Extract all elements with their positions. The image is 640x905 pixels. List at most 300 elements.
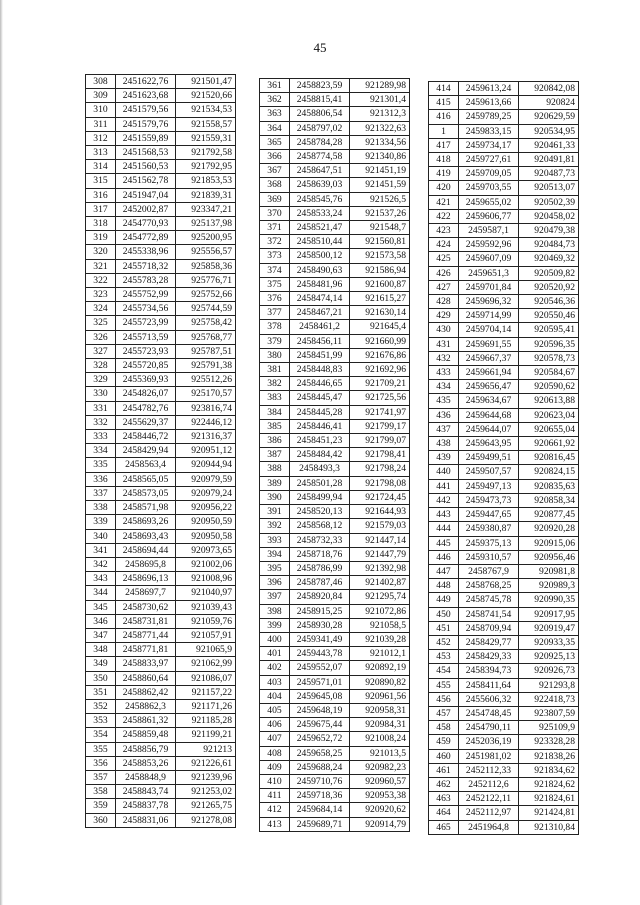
point-number-cell: 399 (260, 618, 290, 632)
point-number-cell: 323 (86, 288, 116, 302)
y-coordinate-cell: 925137,98 (176, 217, 236, 231)
point-number-cell: 464 (429, 806, 459, 820)
x-coordinate-cell: 2459607,09 (459, 252, 519, 266)
y-coordinate-cell: 920595,41 (519, 323, 579, 337)
table-row (429, 138, 579, 152)
point-number-cell: 373 (260, 249, 290, 263)
point-number-cell: 359 (86, 799, 116, 813)
x-coordinate-cell: 2458930,28 (290, 618, 350, 632)
y-coordinate-cell: 921792,58 (176, 146, 236, 160)
x-coordinate-cell: 2458448,83 (290, 363, 350, 377)
point-number-cell: 329 (86, 373, 116, 387)
table-row (429, 422, 579, 436)
y-coordinate-cell: 925858,36 (176, 259, 236, 273)
y-coordinate-cell: 920920,28 (519, 522, 579, 536)
table-row (429, 721, 579, 735)
point-number-cell: 434 (429, 380, 459, 394)
point-number-cell: 440 (429, 465, 459, 479)
x-coordinate-cell: 2458568,12 (290, 519, 350, 533)
table-row (260, 292, 410, 306)
table-row (86, 188, 236, 202)
table-row (429, 792, 579, 806)
table-row (429, 621, 579, 635)
point-number-cell: 364 (260, 121, 290, 135)
y-coordinate-cell: 923347,21 (176, 202, 236, 216)
y-coordinate-cell: 920920,62 (350, 803, 410, 817)
table-row (86, 273, 236, 287)
y-coordinate-cell: 921853,53 (176, 174, 236, 188)
point-number-cell: 339 (86, 515, 116, 529)
y-coordinate-cell: 920824,15 (519, 465, 579, 479)
table-row (86, 160, 236, 174)
x-coordinate-cell: 2455369,93 (116, 373, 176, 387)
table-row (260, 221, 410, 235)
x-coordinate-cell: 2458474,14 (290, 292, 350, 306)
point-number-cell: 350 (86, 671, 116, 685)
y-coordinate-cell: 920989,3 (519, 579, 579, 593)
y-coordinate-cell: 921157,22 (176, 685, 236, 699)
x-coordinate-cell: 2451560,53 (116, 160, 176, 174)
table-row (86, 685, 236, 699)
y-coordinate-cell: 920917,95 (519, 607, 579, 621)
x-coordinate-cell: 2458571,98 (116, 501, 176, 515)
point-number-cell: 430 (429, 323, 459, 337)
x-coordinate-cell: 2459709,05 (459, 167, 519, 181)
y-coordinate-cell: 920484,73 (519, 238, 579, 252)
table-row (86, 529, 236, 543)
x-coordinate-cell: 2459696,32 (459, 295, 519, 309)
x-coordinate-cell: 2459380,87 (459, 522, 519, 536)
x-coordinate-cell: 2458856,79 (116, 742, 176, 756)
y-coordinate-cell: 921293,8 (519, 678, 579, 692)
table-row (86, 430, 236, 444)
x-coordinate-cell: 2455718,32 (116, 259, 176, 273)
point-number-cell: 332 (86, 415, 116, 429)
point-number-cell: 388 (260, 462, 290, 476)
point-number-cell: 372 (260, 235, 290, 249)
x-coordinate-cell: 2455606,32 (459, 692, 519, 706)
x-coordinate-cell: 2459613,66 (459, 96, 519, 110)
point-number-cell: 331 (86, 401, 116, 415)
table-row (86, 344, 236, 358)
x-coordinate-cell: 2458853,26 (116, 756, 176, 770)
x-coordinate-cell: 2458771,81 (116, 643, 176, 657)
table-row (260, 363, 410, 377)
x-coordinate-cell: 2458693,26 (116, 515, 176, 529)
y-coordinate-cell: 921709,21 (350, 377, 410, 391)
x-coordinate-cell: 2452036,19 (459, 735, 519, 749)
table-row (429, 493, 579, 507)
table-row (86, 813, 236, 827)
y-coordinate-cell: 920520,92 (519, 280, 579, 294)
y-coordinate-cell: 921600,87 (350, 277, 410, 291)
table-row (86, 728, 236, 742)
point-number-cell: 349 (86, 657, 116, 671)
point-number-cell: 389 (260, 476, 290, 490)
y-coordinate-cell: 920534,95 (519, 124, 579, 138)
y-coordinate-cell: 921002,06 (176, 557, 236, 571)
x-coordinate-cell: 2451947,04 (116, 188, 176, 202)
y-coordinate-cell: 921040,97 (176, 586, 236, 600)
x-coordinate-cell: 2459675,44 (290, 718, 350, 732)
y-coordinate-cell: 921065,9 (176, 643, 236, 657)
table-row (260, 263, 410, 277)
table-row (429, 465, 579, 479)
point-number-cell: 408 (260, 746, 290, 760)
table-row (86, 75, 236, 89)
point-number-cell: 341 (86, 543, 116, 557)
table-row (429, 366, 579, 380)
point-number-cell: 366 (260, 150, 290, 164)
y-coordinate-cell: 921644,93 (350, 505, 410, 519)
point-number-cell: 454 (429, 664, 459, 678)
x-coordinate-cell: 2458461,2 (290, 320, 350, 334)
x-coordinate-cell: 2458451,99 (290, 348, 350, 362)
point-number-cell: 386 (260, 434, 290, 448)
point-number-cell: 455 (429, 678, 459, 692)
y-coordinate-cell: 921824,61 (519, 792, 579, 806)
table-row (429, 749, 579, 763)
table-row (429, 195, 579, 209)
y-coordinate-cell: 920613,88 (519, 394, 579, 408)
table-row (260, 675, 410, 689)
y-coordinate-cell: 921798,24 (350, 462, 410, 476)
point-number-cell: 456 (429, 692, 459, 706)
table-row (86, 557, 236, 571)
x-coordinate-cell: 2458741,54 (459, 607, 519, 621)
y-coordinate-cell: 921834,62 (519, 763, 579, 777)
x-coordinate-cell: 2459703,55 (459, 181, 519, 195)
table-row (429, 564, 579, 578)
point-number-cell: 433 (429, 366, 459, 380)
y-coordinate-cell: 921559,31 (176, 131, 236, 145)
table-row (86, 444, 236, 458)
y-coordinate-cell: 920979,59 (176, 472, 236, 486)
x-coordinate-cell: 2459691,55 (459, 337, 519, 351)
point-number-cell: 394 (260, 547, 290, 561)
table-row (429, 735, 579, 749)
y-coordinate-cell: 920926,73 (519, 664, 579, 678)
table-row (429, 380, 579, 394)
table-row (86, 217, 236, 231)
point-number-cell: 356 (86, 756, 116, 770)
x-coordinate-cell: 2454782,76 (116, 401, 176, 415)
table-row (429, 593, 579, 607)
point-number-cell: 390 (260, 490, 290, 504)
point-number-cell: 397 (260, 590, 290, 604)
y-coordinate-cell: 925776,71 (176, 273, 236, 287)
point-number-cell: 425 (429, 252, 459, 266)
point-number-cell: 358 (86, 785, 116, 799)
x-coordinate-cell: 2459644,68 (459, 408, 519, 422)
x-coordinate-cell: 2458784,28 (290, 135, 350, 149)
point-number-cell: 463 (429, 792, 459, 806)
y-coordinate-cell: 921239,96 (176, 770, 236, 784)
table-row (260, 391, 410, 405)
y-coordinate-cell: 922418,73 (519, 692, 579, 706)
y-coordinate-cell: 925752,66 (176, 288, 236, 302)
x-coordinate-cell: 2459473,73 (459, 493, 519, 507)
x-coordinate-cell: 2458787,46 (290, 576, 350, 590)
y-coordinate-cell: 925556,57 (176, 245, 236, 259)
x-coordinate-cell: 2458696,13 (116, 572, 176, 586)
x-coordinate-cell: 2452112,97 (459, 806, 519, 820)
x-coordinate-cell: 2458718,76 (290, 547, 350, 561)
x-coordinate-cell: 2455723,93 (116, 344, 176, 358)
point-number-cell: 357 (86, 770, 116, 784)
x-coordinate-cell: 2459658,25 (290, 746, 350, 760)
x-coordinate-cell: 2451579,56 (116, 103, 176, 117)
table-row (260, 135, 410, 149)
table-row (429, 806, 579, 820)
y-coordinate-cell: 921185,28 (176, 714, 236, 728)
table-row (86, 671, 236, 685)
table-row (429, 280, 579, 294)
table-row (429, 650, 579, 664)
page-number: 45 (313, 40, 327, 55)
point-number-cell: 328 (86, 359, 116, 373)
point-number-cell: 428 (429, 295, 459, 309)
table-row (86, 231, 236, 245)
point-number-cell: 431 (429, 337, 459, 351)
x-coordinate-cell: 2459714,99 (459, 309, 519, 323)
table-row (86, 89, 236, 103)
y-coordinate-cell: 922446,12 (176, 415, 236, 429)
y-coordinate-cell: 921741,97 (350, 405, 410, 419)
table-row (260, 192, 410, 206)
x-coordinate-cell: 2458833,97 (116, 657, 176, 671)
y-coordinate-cell: 920590,62 (519, 380, 579, 394)
y-coordinate-cell: 923328,28 (519, 735, 579, 749)
x-coordinate-cell: 2459613,24 (459, 82, 519, 96)
table-row (86, 316, 236, 330)
point-number-cell: 411 (260, 789, 290, 803)
point-number-cell: 312 (86, 131, 116, 145)
x-coordinate-cell: 2458484,42 (290, 448, 350, 462)
table-row (86, 202, 236, 216)
table-row (86, 586, 236, 600)
table-row (86, 302, 236, 316)
y-coordinate-cell: 920944,94 (176, 458, 236, 472)
x-coordinate-cell: 2459648,19 (290, 703, 350, 717)
table-row (260, 718, 410, 732)
y-coordinate-cell: 921798,41 (350, 448, 410, 462)
x-coordinate-cell: 2458493,3 (290, 462, 350, 476)
point-number-cell: 381 (260, 363, 290, 377)
point-number-cell: 435 (429, 394, 459, 408)
point-number-cell: 441 (429, 479, 459, 493)
point-number-cell: 322 (86, 273, 116, 287)
x-coordinate-cell: 2458565,05 (116, 472, 176, 486)
x-coordinate-cell: 2452002,87 (116, 202, 176, 216)
point-number-cell: 336 (86, 472, 116, 486)
x-coordinate-cell: 2458429,77 (459, 635, 519, 649)
x-coordinate-cell: 2459701,84 (459, 280, 519, 294)
point-number-cell: 311 (86, 117, 116, 131)
point-number-cell: 446 (429, 550, 459, 564)
table-row (429, 706, 579, 720)
x-coordinate-cell: 2458446,72 (116, 430, 176, 444)
table-row (86, 359, 236, 373)
point-number-cell: 335 (86, 458, 116, 472)
x-coordinate-cell: 2452122,11 (459, 792, 519, 806)
point-number-cell: 351 (86, 685, 116, 699)
point-number-cell: 371 (260, 221, 290, 235)
x-coordinate-cell: 2458745,78 (459, 593, 519, 607)
table-row (260, 462, 410, 476)
point-number-cell: 327 (86, 344, 116, 358)
y-coordinate-cell: 921799,07 (350, 434, 410, 448)
y-coordinate-cell: 921586,94 (350, 263, 410, 277)
x-coordinate-cell: 2458639,03 (290, 178, 350, 192)
x-coordinate-cell: 2452112,33 (459, 763, 519, 777)
x-coordinate-cell: 2459587,1 (459, 224, 519, 238)
table-row (429, 635, 579, 649)
point-number-cell: 395 (260, 561, 290, 575)
y-coordinate-cell: 921558,57 (176, 117, 236, 131)
table-row (86, 756, 236, 770)
table-row (260, 746, 410, 760)
y-coordinate-cell: 921008,24 (350, 732, 410, 746)
y-coordinate-cell: 925768,77 (176, 330, 236, 344)
point-number-cell: 419 (429, 167, 459, 181)
x-coordinate-cell: 2458394,73 (459, 664, 519, 678)
y-coordinate-cell: 920596,35 (519, 337, 579, 351)
x-coordinate-cell: 2459710,76 (290, 774, 350, 788)
x-coordinate-cell: 2458806,54 (290, 107, 350, 121)
table-row (260, 277, 410, 291)
table-row (260, 817, 410, 831)
table-row (429, 295, 579, 309)
point-number-cell: 465 (429, 820, 459, 834)
y-coordinate-cell: 920824 (519, 96, 579, 110)
y-coordinate-cell: 923807,59 (519, 706, 579, 720)
x-coordinate-cell: 2454790,11 (459, 721, 519, 735)
point-number-cell: 462 (429, 777, 459, 791)
y-coordinate-cell: 920960,57 (350, 774, 410, 788)
y-coordinate-cell: 921724,45 (350, 490, 410, 504)
x-coordinate-cell: 2454772,89 (116, 231, 176, 245)
table-row (260, 789, 410, 803)
y-coordinate-cell: 921013,5 (350, 746, 410, 760)
table-row (86, 415, 236, 429)
point-number-cell: 315 (86, 174, 116, 188)
point-number-cell: 403 (260, 675, 290, 689)
y-coordinate-cell: 920933,35 (519, 635, 579, 649)
y-coordinate-cell: 921534,53 (176, 103, 236, 117)
point-number-cell: 400 (260, 632, 290, 646)
y-coordinate-cell: 921645,4 (350, 320, 410, 334)
table-row (260, 434, 410, 448)
table-row (86, 131, 236, 145)
point-number-cell: 377 (260, 306, 290, 320)
y-coordinate-cell: 920979,24 (176, 486, 236, 500)
x-coordinate-cell: 2458445,47 (290, 391, 350, 405)
y-coordinate-cell: 921725,56 (350, 391, 410, 405)
table-row (86, 785, 236, 799)
x-coordinate-cell: 2452112,6 (459, 777, 519, 791)
point-number-cell: 458 (429, 721, 459, 735)
x-coordinate-cell: 2455734,56 (116, 302, 176, 316)
point-number-cell: 309 (86, 89, 116, 103)
table-row (86, 401, 236, 415)
x-coordinate-cell: 2458831,06 (116, 813, 176, 827)
point-number-cell: 457 (429, 706, 459, 720)
point-number-cell: 461 (429, 763, 459, 777)
y-coordinate-cell: 921615,27 (350, 292, 410, 306)
table-row (260, 107, 410, 121)
point-number-cell: 326 (86, 330, 116, 344)
point-number-cell: 367 (260, 164, 290, 178)
table-row (86, 486, 236, 500)
point-number-cell: 412 (260, 803, 290, 817)
y-coordinate-cell: 925170,57 (176, 387, 236, 401)
y-coordinate-cell: 920835,63 (519, 479, 579, 493)
y-coordinate-cell: 920958,31 (350, 703, 410, 717)
point-number-cell: 393 (260, 533, 290, 547)
point-number-cell: 460 (429, 749, 459, 763)
table-row (86, 543, 236, 557)
y-coordinate-cell: 920981,8 (519, 564, 579, 578)
point-number-cell: 325 (86, 316, 116, 330)
point-number-cell: 378 (260, 320, 290, 334)
x-coordinate-cell: 2458815,41 (290, 93, 350, 107)
x-coordinate-cell: 2458731,81 (116, 614, 176, 628)
table-row (429, 408, 579, 422)
x-coordinate-cell: 2458456,11 (290, 334, 350, 348)
y-coordinate-cell: 921265,75 (176, 799, 236, 813)
table-row (429, 238, 579, 252)
y-coordinate-cell: 920956,46 (519, 550, 579, 564)
point-number-cell: 352 (86, 699, 116, 713)
y-coordinate-cell: 921792,95 (176, 160, 236, 174)
point-number-cell: 426 (429, 266, 459, 280)
point-number-cell: 445 (429, 536, 459, 550)
table-row (429, 82, 579, 96)
x-coordinate-cell: 2458445,28 (290, 405, 350, 419)
y-coordinate-cell: 920655,04 (519, 422, 579, 436)
y-coordinate-cell: 921799,17 (350, 419, 410, 433)
table-row (429, 451, 579, 465)
point-number-cell: 413 (260, 817, 290, 831)
point-number-cell: 338 (86, 501, 116, 515)
x-coordinate-cell: 2458693,43 (116, 529, 176, 543)
table-row (86, 657, 236, 671)
table-row (260, 419, 410, 433)
table-row (260, 306, 410, 320)
table-row (260, 519, 410, 533)
x-coordinate-cell: 2459651,3 (459, 266, 519, 280)
point-number-cell: 396 (260, 576, 290, 590)
y-coordinate-cell: 921312,3 (350, 107, 410, 121)
point-number-cell: 443 (429, 508, 459, 522)
point-number-cell: 404 (260, 689, 290, 703)
x-coordinate-cell: 2459310,57 (459, 550, 519, 564)
table-row (260, 206, 410, 220)
x-coordinate-cell: 2458861,32 (116, 714, 176, 728)
x-coordinate-cell: 2458563,4 (116, 458, 176, 472)
y-coordinate-cell: 925791,38 (176, 359, 236, 373)
y-coordinate-cell: 925200,95 (176, 231, 236, 245)
x-coordinate-cell: 2459833,15 (459, 124, 519, 138)
table-row (86, 288, 236, 302)
y-coordinate-cell: 920973,65 (176, 543, 236, 557)
y-coordinate-cell: 921008,96 (176, 572, 236, 586)
point-number-cell: 379 (260, 334, 290, 348)
y-coordinate-cell: 921402,87 (350, 576, 410, 590)
table-row (86, 628, 236, 642)
point-number-cell: 409 (260, 760, 290, 774)
